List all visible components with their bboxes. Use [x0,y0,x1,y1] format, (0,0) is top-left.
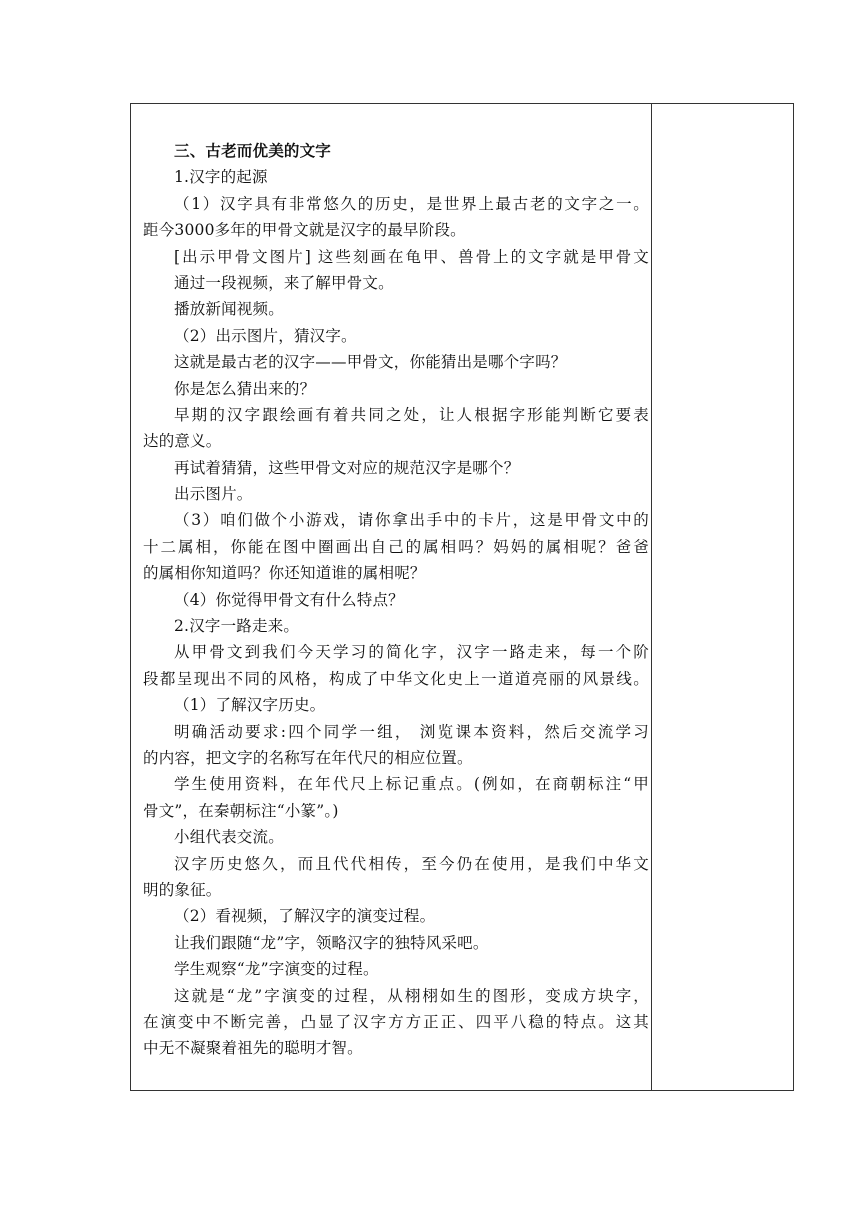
text-line: 段都呈现出不同的风格，构成了中华文化史上一道道亮丽的风景线。 [143,669,649,688]
text-line: 达的意义。 [143,432,222,451]
text-line: 这就是“龙”字演变的过程，从栩栩如生的图形，变成方块字， [174,986,649,1005]
text-line: （1）汉字具有非常悠久的历史，是世界上最古老的文字之一。 [174,194,649,213]
text-line: 从甲骨文到我们今天学习的简化字，汉字一路走来，每一个阶 [174,643,649,662]
text-line: 十二属相，你能在图中圈画出自己的属相吗？妈妈的属相呢？爸爸 [143,537,649,556]
text-line: 播放新闻视频。 [174,300,284,319]
text-line: （3）咱们做个小游戏，请你拿出手中的卡片，这是甲骨文中的 [174,511,649,530]
text-line: 在演变中不断完善，凸显了汉字方方正正、四平八稳的特点。这其 [143,1012,649,1031]
section-heading: 三、古老而优美的文字 [174,142,332,160]
text-line: 的内容，把文字的名称写在年代尺的相应位置。 [143,748,473,767]
text-line: （1）了解汉字历史。 [174,696,326,715]
text-line: 出示图片。 [174,485,253,504]
text-line: 这就是最古老的汉字——甲骨文，你能猜出是哪个字吗？ [174,353,567,372]
text-line: 明确活动要求:四个同学一组， 浏览课本资料，然后交流学习 [174,722,649,741]
text-line: 2.汉字一路走来。 [174,617,300,636]
text-line: 1.汉字的起源 [174,168,268,187]
text-line: 的属相你知道吗？你还知道谁的属相呢？ [143,564,426,583]
text-line: （2）看视频，了解汉字的演变过程。 [174,907,436,926]
text-line: 骨文”，在秦朝标注“小篆”。) [143,801,339,820]
text-line: （4）你觉得甲骨文有什么特点？ [174,590,404,609]
text-line: 中无不凝聚着祖先的聪明才智。 [143,1039,363,1058]
column-divider [651,104,652,1090]
text-line: 距今3000多年的甲骨文就是汉字的最早阶段。 [143,221,466,240]
text-line: 汉字历史悠久，而且代代相传，至今仍在使用，是我们中华文 [174,854,649,873]
lesson-plan-table [130,103,794,1091]
text-line: 明的象征。 [143,880,222,899]
text-line: 让我们跟随“龙”字，领略汉字的独特风采吧。 [174,933,489,952]
text-line: 你是怎么猜出来的？ [174,379,316,398]
text-line: 学生使用资料，在年代尺上标记重点。(例如，在商朝标注“甲 [174,775,649,794]
text-line: 再试着猜猜，这些甲骨文对应的规范汉字是哪个？ [174,458,520,477]
text-line: [出示甲骨文图片] 这些刻画在龟甲、兽骨上的文字就是甲骨文 [174,247,649,266]
text-line: 学生观察“龙”字演变的过程。 [174,960,379,979]
lesson-body-text [143,164,649,1061]
text-line: （2）出示图片，猜汉字。 [174,326,357,345]
text-line: 早期的汉字跟绘画有着共同之处，让人根据字形能判断它要表 [174,405,649,424]
text-line: 通过一段视频，来了解甲骨文。 [174,273,394,292]
text-line: 小组代表交流。 [174,828,284,847]
lesson-content-cell [143,138,649,1062]
